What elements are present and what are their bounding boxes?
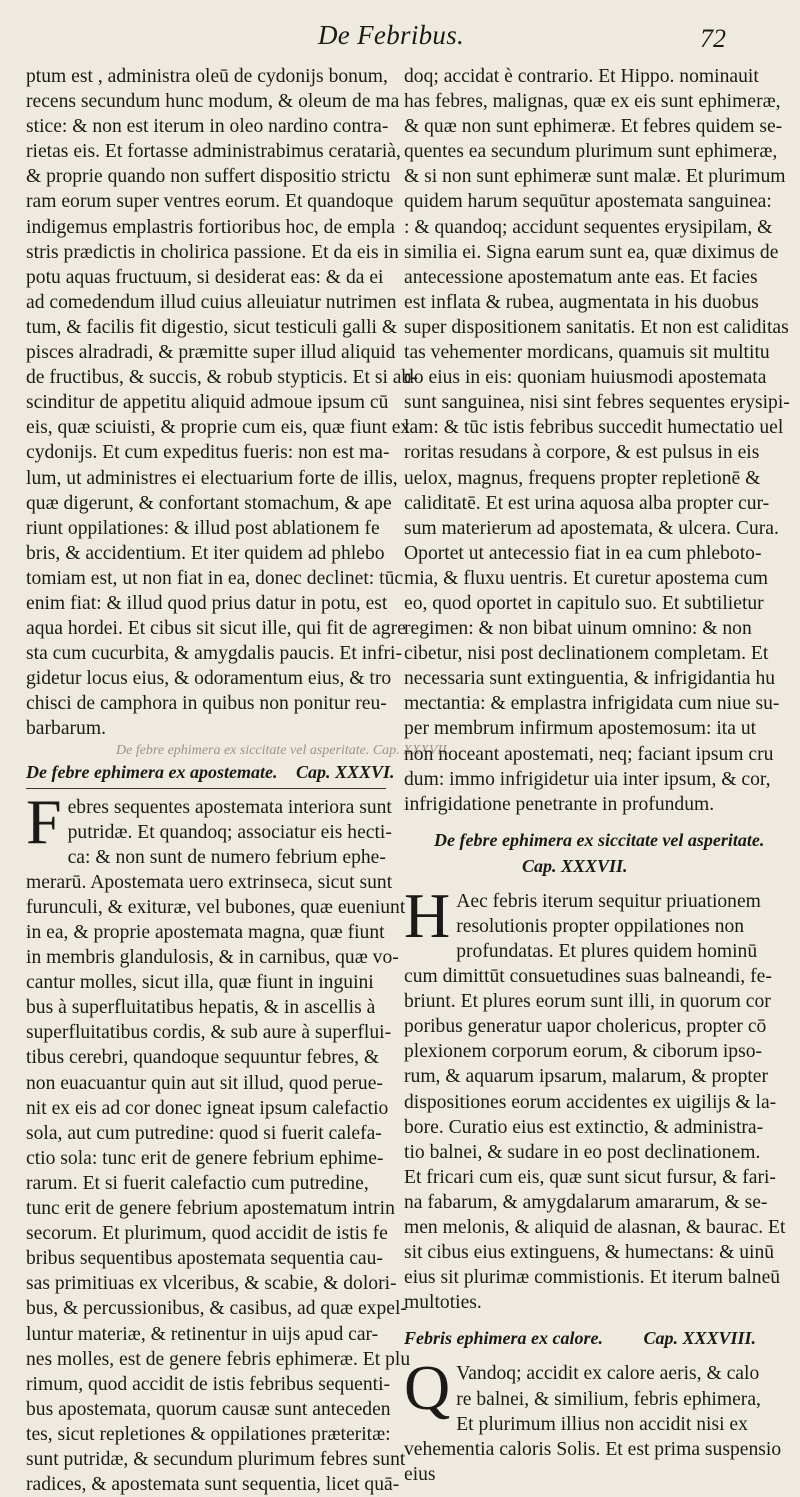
spacer <box>404 817 770 827</box>
text-line: chisci de camphora in quibus non ponitur reu- <box>26 693 387 715</box>
running-head <box>0 14 800 54</box>
text-line: lum, ut administres ei electuarium forte de illis, <box>26 467 398 489</box>
text-line: quæ digerunt, & confortant stomachum, & ape <box>26 492 392 514</box>
text-line: rimum, quod accidit de istis febribus sequenti- <box>26 1373 391 1395</box>
chapter-number: Cap. XXXVIII. <box>643 1328 757 1349</box>
text-line: ram eorum super ventres eorum. Et quandoque <box>26 191 394 213</box>
text-line: : & quandoq; accidunt sequentes erysipilam, & <box>404 216 773 238</box>
text-line: luntur materiæ, & retinentur in uijs apud car- <box>26 1323 379 1345</box>
chapter-title: Febris ephimera ex calore. <box>404 1328 603 1349</box>
text-line: men melonis, & aliquid de alasnan, & baurac. Et <box>404 1217 786 1239</box>
text-line: similia ei. Signa earum sunt ea, quæ diximus de <box>404 241 779 263</box>
drop-cap: H <box>404 879 451 951</box>
spacer <box>404 1351 770 1361</box>
chapter-heading-37: De febre ephimera ex siccitate vel asperitate. <box>434 829 765 850</box>
text-line: resolutionis propter oppilationes non <box>456 915 745 937</box>
text-line: stice: & non est iterum in oleo nardino contra- <box>26 116 389 138</box>
text-line: eius sit plurimæ commistionis. Et iterum balneū <box>404 1267 781 1289</box>
text-line: cydonijs. Et cum expeditus fueris: non est ma- <box>26 442 390 464</box>
text-line: mia, & fluxu uentris. Et curetur apostema cum <box>404 567 769 589</box>
text-line: indigemus emplastris fortioribus hoc, de empla <box>26 216 395 238</box>
left-text-block <box>26 64 418 742</box>
text-line: riunt oppilationes: & illud post ablationem fe <box>26 517 380 539</box>
text-line: bribus sequentibus apostemata sequentia cau- <box>26 1248 383 1270</box>
text-line: briunt. Et plures eorum sunt illi, in quorum cor <box>404 991 771 1013</box>
text-line: tum, & facilis fit digestio, sicut testiculi galli & <box>26 316 398 338</box>
text-line: ptum est , administra oleū de cydonijs bonum, <box>26 66 388 87</box>
text-line: multoties. <box>404 1292 482 1314</box>
text-line: cantur molles, sicut illa, quæ fiunt in inguini <box>26 972 374 994</box>
text-line: ctio sola: tunc erit de genere febrium ephime- <box>26 1147 384 1169</box>
chapter-paragraph <box>26 785 411 1497</box>
text-line: re balnei, & similium, febris ephimera, <box>456 1388 761 1410</box>
page-number: 72 <box>700 24 726 53</box>
text-line: potu aquas fructuum, si desiderat eas: & da ei <box>26 266 384 288</box>
text-line: necessaria sunt extinguentia, & infrigidantia hu <box>404 668 776 690</box>
text-line: putridæ. Et quandoq; associatur eis hecti- <box>67 821 392 843</box>
right-text-block <box>404 64 790 817</box>
text-line: tas vehementer mordicans, quamuis sit multitu <box>404 342 770 364</box>
text-line: caliditatē. Et est urina aquosa alba propter cur- <box>404 492 770 514</box>
text-line: cibetur, nisi post declinationem completam. Et <box>404 643 769 665</box>
text-line: Aec febris iterum sequitur priuationem <box>456 890 761 912</box>
text-line: Et plurimum illius non accidit nisi ex <box>456 1413 748 1435</box>
text-line: in ea, & proprie apostemata magna, quæ fiunt <box>26 922 385 943</box>
text-line: roritas resudans à corpore, & est pulsus in eis <box>404 442 760 464</box>
text-line: sta cum cucurbita, & amygdalis paucis. Et infri- <box>26 643 402 665</box>
text-line: recens secundum hunc modum, & oleum de ma <box>26 91 400 113</box>
text-line: enim fiat: & illud quod prius datur in potu, est <box>26 592 388 614</box>
text-line: tes, sicut repletiones & oppilationes præteritæ: <box>26 1423 391 1445</box>
text-line: has febres, malignas, quæ ex eis sunt ephimeræ, <box>404 91 781 113</box>
text-line: tunc erit de genere febrium apostematum intrin <box>26 1198 395 1220</box>
text-line: tomiam est, ut non fiat in ea, donec declinet: tūc <box>26 567 404 589</box>
text-line: bore. Curatio eius est extinctio, & administra- <box>404 1116 764 1138</box>
text-line: uelox, magnus, frequens propter repletionē & <box>404 467 761 489</box>
text-line: doq; accidat è contrario. Et Hippo. nominauit <box>404 66 759 87</box>
text-line: radices, & apostemata sunt sequentia, licet quā- <box>26 1474 400 1496</box>
text-line: dispositiones eorum accidentes ex uigilijs & la- <box>404 1091 777 1113</box>
text-line: sit cibus eius extinguens, & humectans: & uinū <box>404 1242 775 1264</box>
text-line: Et fricari cum eis, quæ sunt sicut fursur, & fari- <box>404 1166 776 1188</box>
paragraph-lines <box>404 1352 782 1486</box>
text-line: secorum. Et plurimum, quod accidit de istis fe <box>26 1223 388 1245</box>
text-line: in membris glandulosis, & in carnibus, quæ vo- <box>26 947 399 969</box>
text-line: per membrum infirmum apostemosum: ita ut <box>404 718 757 740</box>
text-line: ebres sequentes apostemata interiora sunt <box>67 796 392 818</box>
text-line: aqua hordei. Et cibus sit sicut ille, qui fit de agre <box>26 618 406 640</box>
text-line: furunculi, & exituræ, vel bubones, quæ eueniunt <box>26 896 406 918</box>
text-line: & proprie quando non suffert dispositio strictu <box>26 166 391 188</box>
text-line: & quæ non sunt ephimeræ. Et febres quidem se- <box>404 116 783 138</box>
text-line: Vandoq; accidit ex calore aeris, & calo <box>456 1363 760 1385</box>
text-line: bus à superfluitatibus hepatis, & in ascellis à <box>26 997 376 1019</box>
text-line: super dispositionem sanitatis. Et non est caliditas <box>404 316 789 338</box>
chapter-title: De febre ephimera ex apostemate. <box>26 761 278 782</box>
chapter-paragraph <box>404 879 786 1316</box>
text-line: rum, & aquarum ipsarum, malarum, & propter <box>404 1066 769 1088</box>
text-line: rarum. Et si fuerit calefactio cum putredine, <box>26 1172 369 1194</box>
text-line: nes molles, est de genere febris ephimeræ. Et plu <box>26 1348 411 1370</box>
text-line: quidem harum sequūtur apostemata sanguinea: <box>404 191 772 213</box>
spacer <box>404 1315 770 1325</box>
text-line: Oportet ut antecessio fiat in ea cum phleboto- <box>404 542 762 564</box>
text-line: ad comedendum illud cuius alleuiatur nutrimen <box>26 291 397 313</box>
text-line: regimen: & non bibat uinum omnino: & non <box>404 618 752 640</box>
right-column <box>404 64 790 1487</box>
text-line: dum: immo infrigidetur uia inter ipsum, & cor, <box>404 768 771 790</box>
bleed-through-text: De febre ephimera ex siccitate vel asperitate. Cap. XXXVII. <box>116 742 451 758</box>
text-line: sum materierum ad apostemata, & ulcera. Cura. <box>404 517 779 539</box>
text-line: nit ex eis ad cor donec igneat ipsum calefactio <box>26 1097 389 1119</box>
running-title: De Febribus. <box>318 20 465 50</box>
text-line: poribus generatur uapor cholericus, propter cō <box>404 1016 767 1038</box>
text-line: bus apostemata, quorum causæ sunt anteceden <box>26 1398 391 1420</box>
text-line: gidetur locus eius, & odoramentum eius, & tro <box>26 668 392 690</box>
heading-rule <box>26 788 386 789</box>
text-line: stris prædictis in cholirica passione. Et da eis in <box>26 241 399 263</box>
text-line: pisces alradradi, & præmitte super illud aliquid <box>26 342 396 364</box>
text-line: sola, aut cum putredine: quod si fuerit calefa- <box>26 1122 382 1144</box>
text-line: non noceant apostemati, neq; faciant ipsum cru <box>404 743 774 765</box>
text-line: superfluitatibus cordis, & sub aure à superflui- <box>26 1022 392 1044</box>
text-line: ca: & non sunt de numero febrium ephe- <box>67 846 386 868</box>
text-line: de fructibus, & succis, & robub stypticis. Et si ab- <box>26 367 418 389</box>
text-line: scinditur de appetitu aliquid admoue ipsum cū <box>26 392 389 414</box>
chapter-paragraph <box>404 1352 782 1486</box>
drop-cap: F <box>26 785 62 857</box>
text-line: non euacuantur quin aut sit illud, quod perue- <box>26 1072 383 1094</box>
text-line: tio balnei, & sudare in eo post declinationem. <box>404 1141 761 1163</box>
text-line: lam: & tūc istis febribus succedit humectatio uel <box>404 417 784 439</box>
text-line: tibus cerebri, quandoque sequuntur febres, & <box>26 1047 380 1069</box>
text-line: cum dimittūt consuetudines suas balneandi, fe- <box>404 966 772 988</box>
text-line: sunt putridæ, & secundum plurimum febres sunt <box>26 1448 406 1470</box>
chapter-heading-38 <box>404 1325 770 1351</box>
text-line: bus, & percussionibus, & casibus, ad quæ expel- <box>26 1298 407 1320</box>
text-line: sunt sanguinea, nisi sint febres sequentes erysipi- <box>404 392 790 414</box>
text-line: rietas eis. Et fortasse administrabimus ceratarià, <box>26 141 401 163</box>
drop-cap: Q <box>404 1352 451 1424</box>
text-line: na fabarum, & amygdalarum amararum, & se- <box>404 1191 768 1213</box>
text-line: eo, quod oportet in capitulo suo. Et subtilietur <box>404 592 764 614</box>
chapter-number: Cap. XXXVII. <box>522 855 628 876</box>
text-line: mectantia: & emplastra infrigidata cum niue su- <box>404 693 780 715</box>
text-line: barbarum. <box>26 718 106 740</box>
chapter-number: Cap. XXXVI. <box>295 761 395 782</box>
text-line: do eius in eis: quoniam huiusmodi apostemata <box>404 367 767 389</box>
text-line: eius <box>404 1463 436 1485</box>
text-line: plexionem corporum eorum, & ciborum ipso- <box>404 1041 763 1063</box>
text-line: profundatas. Et plures quidem hominū <box>456 941 758 962</box>
text-line: merarū. Apostemata uero extrinseca, sicut sunt <box>26 871 393 893</box>
text-line: antecessione apostematum ante eas. Et facies <box>404 266 758 288</box>
text-line: bris, & accidentium. Et iter quidem ad phlebo <box>26 542 385 564</box>
text-line: sas primitiuas ex vlceribus, & scabie, & dolori- <box>26 1273 397 1295</box>
paragraph-lines <box>26 785 411 1497</box>
text-line: est inflata & rubea, augmentata in his duobus <box>404 291 759 313</box>
spacer <box>404 879 770 889</box>
text-line: infrigidatione penetrante in profundum. <box>404 793 715 815</box>
text-line: vehementia caloris Solis. Et est prima suspensio <box>404 1438 782 1460</box>
text-line: & si non sunt ephimeræ sunt malæ. Et plurimum <box>404 166 786 188</box>
text-line: eis, quæ sciuisti, & proprie cum eis, quæ fiunt ex <box>26 417 411 439</box>
paragraph-lines <box>404 879 786 1316</box>
chapter-heading-36 <box>26 759 394 785</box>
text-line: quentes ea secundum plurimum sunt ephimeræ, <box>404 141 778 163</box>
